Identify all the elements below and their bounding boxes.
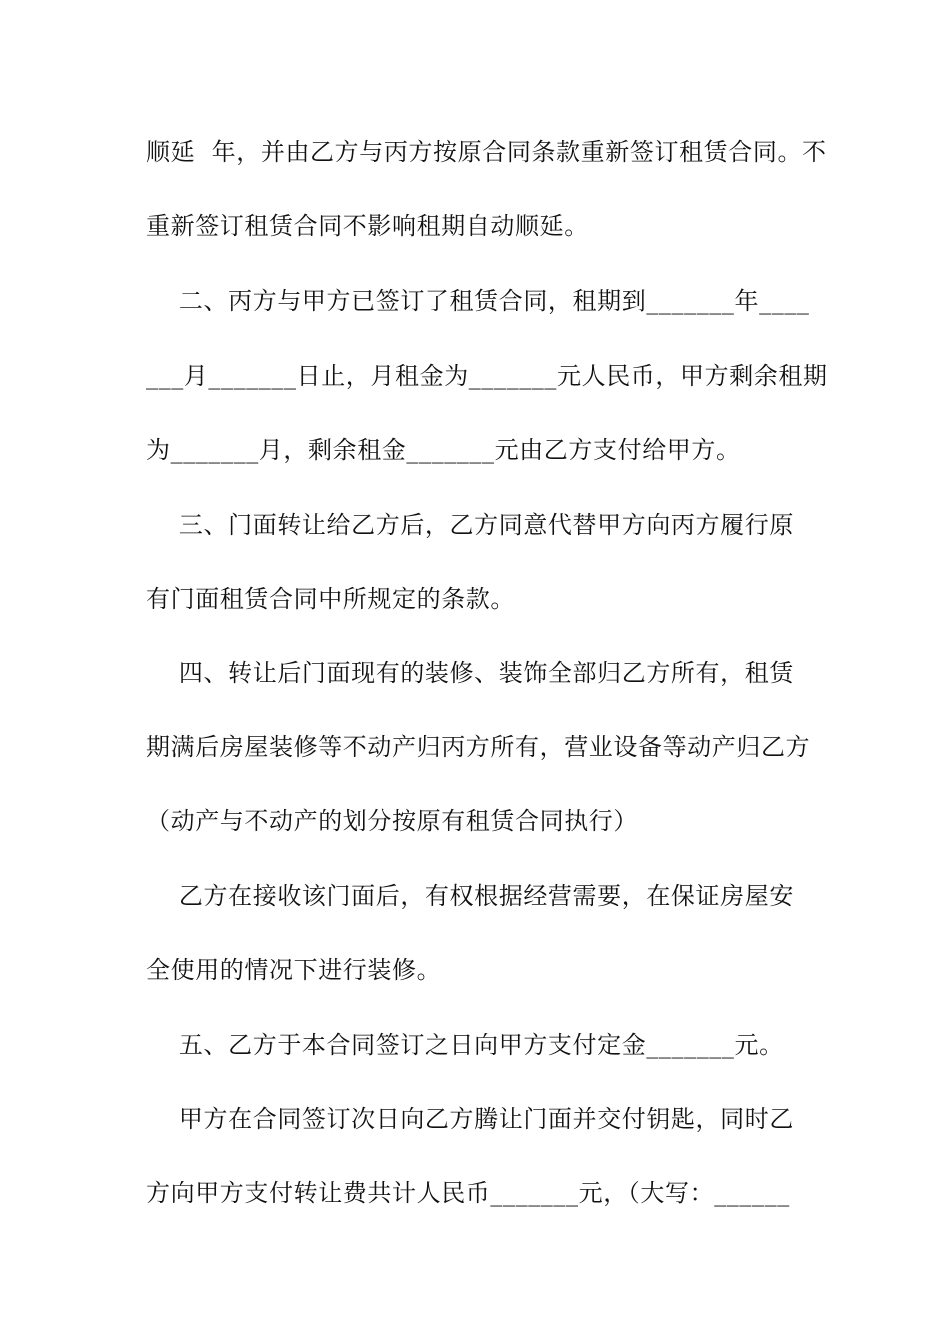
text-line: 全使用的情况下进行装修。 <box>146 956 442 984</box>
text-line: 五、乙方于本合同签订之日向甲方支付定金_______元。 <box>146 1031 784 1059</box>
text-line: 顺延 年，并由乙方与丙方按原合同条款重新签订租赁合同。不 <box>146 138 827 166</box>
text-line: 为_______月，剩余租金_______元由乙方支付给甲方。 <box>146 436 741 464</box>
text-line: 二、丙方与甲方已签订了租赁合同，租期到_______年____ <box>146 287 810 315</box>
text-line: 乙方在接收该门面后，有权根据经营需要，在保证房屋安 <box>146 882 794 910</box>
text-line: 重新签订租赁合同不影响租期自动顺延。 <box>146 212 589 240</box>
text-line: ___月_______日止，月租金为_______元人民币，甲方剩余租期 <box>146 362 828 390</box>
text-line: 方向甲方支付转让费共计人民币_______元，（大写：______ <box>146 1179 790 1207</box>
text-line: 有门面租赁合同中所规定的条款。 <box>146 585 515 613</box>
text-line: 三、门面转让给乙方后，乙方同意代替甲方向丙方履行原 <box>146 511 794 539</box>
text-line: 四、转让后门面现有的装修、装饰全部归乙方所有，租赁 <box>146 659 794 687</box>
text-line: 期满后房屋装修等不动产归丙方所有，营业设备等动产归乙方 <box>146 733 811 761</box>
text-line: 甲方在合同签订次日向乙方腾让门面并交付钥匙，同时乙 <box>146 1105 794 1133</box>
text-line: （动产与不动产的划分按原有租赁合同执行） <box>146 807 638 835</box>
